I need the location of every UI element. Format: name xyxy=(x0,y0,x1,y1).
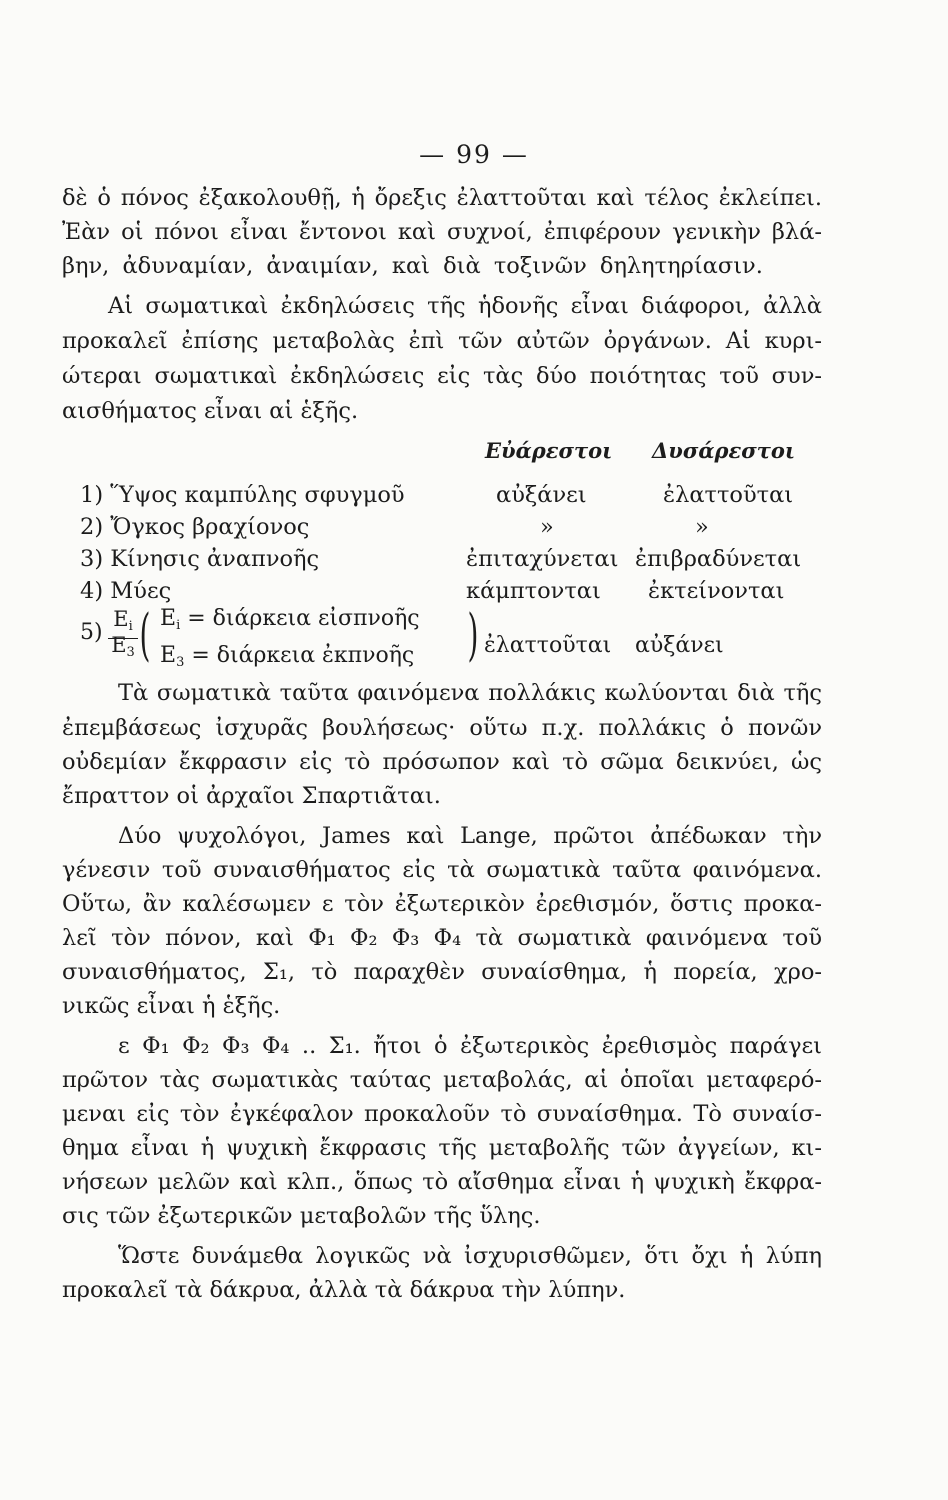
row-unpleasant: » xyxy=(695,514,709,540)
text-line: ε Φ₁ Φ₂ Φ₃ Φ₄ .. Σ₁. ἤτοι ὁ ἐξωτερικὸς ἐρεθισμὸς παράγει xyxy=(118,1033,822,1059)
row-label: 4) Μύες xyxy=(80,578,172,604)
row-label: 2) Ὄγκος βραχίονος xyxy=(80,514,310,540)
row-5-unpleasant: αὐξάνει xyxy=(635,633,724,658)
text-line: προκαλεῖ ἐπίσης μεταβολὰς ἐπὶ τῶν αὐτῶν ὀργάνων. Αἱ κυρι- xyxy=(62,328,822,354)
definition-exhale: $E_3 = \delta\iota ά\rho\kappa\varepsilon\iota\alpha$ ἐκπνοῆς xyxy=(160,643,415,670)
row-5-number: 5) xyxy=(80,620,103,645)
text-line: πρῶτον τὰς σωματικὰς ταύτας μεταβολάς, αἱ ὁποῖαι μεταφερό- xyxy=(62,1067,822,1093)
text-line: ώτεραι σωματικαὶ ἐκδηλώσεις εἰς τὰς δύο ποιότητας τοῦ συν- xyxy=(62,363,822,389)
row-unpleasant: ἐλαττοῦται xyxy=(663,482,794,508)
text-line: Αἱ σωματικαὶ ἐκδηλώσεις τῆς ἡδονῆς εἶναι διάφοροι, ἀλλὰ xyxy=(108,293,822,319)
text-line: μεναι εἰς τὸν ἐγκέφαλον προκαλοῦν τὸ συναίσθημα. Τὸ συναίσ- xyxy=(62,1101,822,1127)
fraction-denominator: $E_3$ xyxy=(111,633,135,660)
text-line: Ὥστε δυνάμεθα λογικῶς νὰ ἰσχυρισθῶμεν, ὅτι ὄχι ἡ λύπη xyxy=(118,1243,822,1269)
row-pleasant: κάμπτονται xyxy=(466,578,601,604)
open-paren: ( xyxy=(139,603,151,668)
text-line: οὐδεμίαν ἔκφρασιν εἰς τὸ πρόσωπον καὶ τὸ σῶμα δεικνύει, ὡς xyxy=(62,749,822,775)
text-line: θημα εἶναι ἡ ψυχικὴ ἔκφρασις τῆς μεταβολῆς τῶν ἀγγείων, κι- xyxy=(62,1135,822,1161)
definition-inhale: $E_i = \delta\iota ά\rho\kappa\varepsilon\iota\alpha$ εἰσπνοῆς xyxy=(160,606,420,633)
text-line: βην, ἀδυναμίαν, ἀναιμίαν, καὶ διὰ τοξινῶν δηλητηρίασιν. xyxy=(62,253,763,279)
text-line: Τὰ σωματικὰ ταῦτα φαινόμενα πολλάκις κωλύονται διὰ τῆς xyxy=(118,680,822,706)
column-header-pleasant: Εὐάρεστοι xyxy=(485,438,613,463)
row-pleasant: αὐξάνει xyxy=(496,482,587,508)
text-line: συναισθήματος, Σ₁, τὸ παραχθὲν συναίσθημα, ἡ πορεία, χρο- xyxy=(62,959,822,985)
text-line: Οὕτω, ἂν καλέσωμεν ε τὸν ἐξωτερικὸν ἐρεθισμόν, ὅστις προκα- xyxy=(62,891,822,917)
fraction-numerator: $E_i$ xyxy=(108,608,138,639)
text-line: ἔπραττον οἱ ἀρχαῖοι Σπαρτιᾶται. xyxy=(62,783,441,809)
table-row xyxy=(80,511,825,544)
page-number: — 99 — xyxy=(419,140,529,169)
table-row xyxy=(80,575,825,608)
column-header-unpleasant: Δυσάρεστοι xyxy=(652,438,796,463)
text-line: γένεσιν τοῦ συναισθήματος εἰς τὰ σωματικὰ ταῦτα φαινόμενα. xyxy=(62,857,822,883)
text-line: Ἐὰν οἱ πόνοι εἶναι ἔντονοι καὶ συχνοί, ἐπιφέρουν γενικὴν βλά- xyxy=(62,219,822,245)
close-paren: ) xyxy=(467,603,479,668)
row-pleasant: » xyxy=(540,514,554,540)
text-line: νήσεων μελῶν καὶ κλπ., ὅπως τὸ αἴσθημα εἶναι ἡ ψυχικὴ ἔκφρα- xyxy=(62,1169,822,1195)
table-row xyxy=(80,479,825,512)
row-pleasant: ἐπιταχύνεται xyxy=(466,546,619,572)
text-line: Δύο ψυχολόγοι, James καὶ Lange, πρῶτοι ἀπέδωκαν τὴν xyxy=(118,823,822,849)
text-line: λεῖ τὸν πόνον, καὶ Φ₁ Φ₂ Φ₃ Φ₄ τὰ σωματικὰ φαινόμενα τοῦ xyxy=(62,925,822,951)
text-line: αισθήματος εἶναι αἱ ἑξῆς. xyxy=(62,398,359,424)
row-label: 3) Κίνησις ἀναπνοῆς xyxy=(80,546,320,572)
text-line: δὲ ὁ πόνος ἐξακολουθῇ, ἡ ὄρεξις ἐλαττοῦται καὶ τέλος ἐκλείπει. xyxy=(62,185,822,211)
row-5-pleasant: ἐλαττοῦται xyxy=(484,633,612,658)
row-label: 1) Ὕψος καμπύλης σφυγμοῦ xyxy=(80,482,405,508)
text-line: σις τῶν ἐξωτερικῶν μεταβολῶν τῆς ὕλης. xyxy=(62,1203,541,1229)
text-line: ἐπεμβάσεως ἰσχυρᾶς βουλήσεως· οὕτω π.χ. πολλάκις ὁ πονῶν xyxy=(62,715,822,741)
text-line: προκαλεῖ τὰ δάκρυα, ἀλλὰ τὰ δάκρυα τὴν λύπην. xyxy=(62,1277,626,1303)
text-line: νικῶς εἶναι ἡ ἑξῆς. xyxy=(62,993,281,1019)
row-unpleasant: ἐπιβραδύνεται xyxy=(635,546,802,572)
row-unpleasant: ἐκτείνονται xyxy=(648,578,785,604)
table-row xyxy=(80,543,825,576)
